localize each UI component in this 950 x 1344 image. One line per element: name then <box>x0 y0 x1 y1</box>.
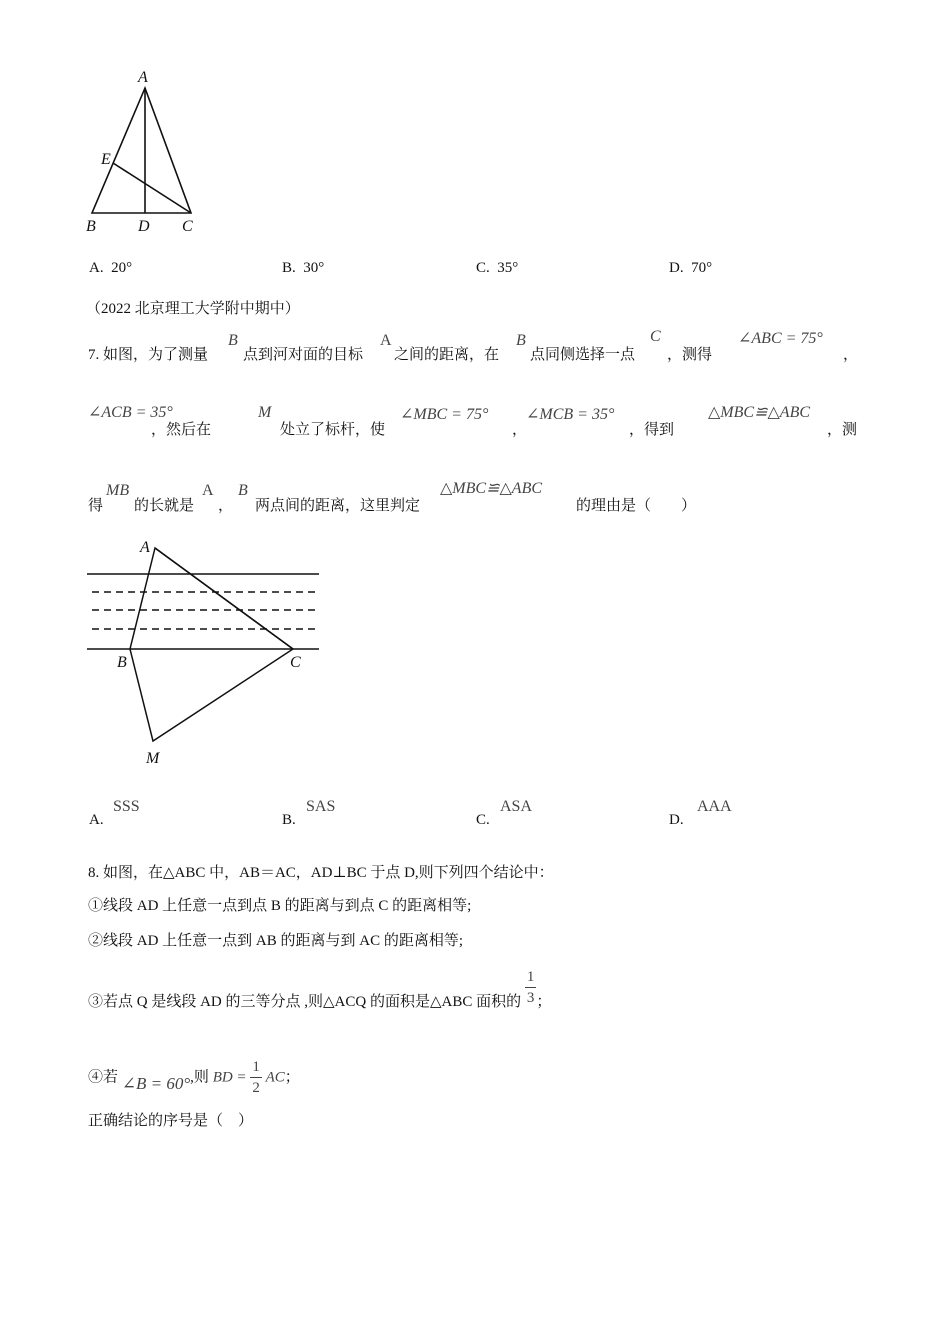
figure-river <box>80 530 330 770</box>
option-letter: D. <box>669 812 684 828</box>
q6-option-c[interactable] <box>476 260 518 277</box>
math-b: B <box>516 332 526 349</box>
option-letter: C. <box>476 812 490 828</box>
math-m: M <box>258 404 272 421</box>
q8-conclusion-1: ①线段 AD 上任意一点到点 B 的距离与到点 C 的距离相等; <box>88 898 472 914</box>
q7-text: 点同侧选择一点 <box>530 347 636 363</box>
q7-text: 之间的距离，在 <box>394 347 500 363</box>
option-value: 70° <box>691 260 713 276</box>
q8-stem: 8. 如图，在△ABC 中，AB＝AC，AD⊥BC 于点 D,则下列四个结论中： <box>88 865 554 881</box>
q7-text: 7. 如图，为了测量 <box>88 347 209 363</box>
q7-text: 的理由是（ ） <box>576 498 697 514</box>
q7-text: ， <box>218 498 234 514</box>
figure-triangle-abc <box>80 65 210 240</box>
q7-option-a[interactable] <box>89 798 140 829</box>
label-b: B <box>117 654 127 671</box>
option-letter: B. <box>282 812 296 828</box>
q7-text: 处立了标杆，使 <box>280 422 386 438</box>
q6-option-d[interactable] <box>669 260 712 277</box>
fraction-one-half <box>250 1060 262 1096</box>
option-value: 35° <box>497 260 519 276</box>
math-a: A <box>380 332 392 349</box>
option-letter: C. <box>476 260 490 276</box>
math-angle-mbc: ∠MBC = 75° <box>400 406 489 423</box>
q7-text: ，得到 <box>629 422 675 438</box>
math-angle-abc: ∠ABC = 75° <box>738 330 823 347</box>
math-angle-b: ∠B = 60° <box>121 1074 191 1094</box>
math-angle-acb: ∠ACB = 35° <box>88 404 173 421</box>
option-value: 30° <box>303 260 325 276</box>
label-e: E <box>101 151 111 168</box>
source-note: （2022 北京理工大学附中期中） <box>86 301 300 317</box>
q8-conclusion-3 <box>88 968 552 1011</box>
q7-option-c[interactable] <box>476 798 533 829</box>
denominator: 2 <box>252 1080 260 1096</box>
math-bd: BD = <box>212 1069 247 1086</box>
label-d: D <box>138 218 150 235</box>
q8-text: ③若点 Q 是线段 AD 的三等分点 ,则△ACQ 的面积是△ABC 面积的 <box>88 994 522 1010</box>
label-c: C <box>182 218 193 235</box>
q6-option-b[interactable] <box>282 260 324 277</box>
q7-text: 点到河对面的目标 <box>243 347 364 363</box>
label-m: M <box>146 750 160 767</box>
q7-text: 得 <box>88 498 104 514</box>
q7-option-d[interactable] <box>669 798 732 829</box>
denominator: 3 <box>526 989 535 1006</box>
option-letter: A. <box>89 260 104 276</box>
math-b: B <box>228 332 238 349</box>
option-letter: A. <box>89 812 104 828</box>
q8-text: ； <box>536 994 552 1010</box>
option-letter: B. <box>282 260 296 276</box>
q8-text: ,则 <box>190 1069 209 1086</box>
q8-text: ④若 <box>88 1069 119 1086</box>
q7-text: ， <box>843 347 859 363</box>
option-value: SSS <box>113 798 140 815</box>
numerator: 1 <box>525 970 537 988</box>
q7-text: ，然后在 <box>151 422 212 438</box>
q7-text: 两点间的距离，这里判定 <box>255 498 421 514</box>
math-a: A <box>202 482 214 499</box>
q8-conclusion-4 <box>88 1060 300 1096</box>
math-b: B <box>238 482 248 499</box>
q7-text: ，测 <box>827 422 858 438</box>
label-a: A <box>140 539 150 556</box>
q7-text: 的长就是 <box>134 498 195 514</box>
q8-text: ； <box>284 1069 300 1086</box>
math-mb: MB <box>106 482 130 499</box>
q6-option-a[interactable] <box>89 260 132 277</box>
q7-option-b[interactable] <box>282 798 336 829</box>
math-congruence: △MBC≌△ABC <box>440 480 543 497</box>
option-value: 20° <box>111 260 133 276</box>
math-angle-mcb: ∠MCB = 35° <box>526 406 615 423</box>
option-value: AAA <box>697 798 732 815</box>
q7-text: ， <box>512 422 528 438</box>
q8-conclusion-2: ②线段 AD 上任意一点到 AB 的距离与到 AC 的距离相等; <box>88 933 464 949</box>
math-ac: AC <box>265 1069 285 1086</box>
label-a: A <box>138 69 148 86</box>
numerator: 1 <box>250 1060 262 1078</box>
option-value: SAS <box>306 798 336 815</box>
q8-question: 正确结论的序号是（ ） <box>88 1113 254 1129</box>
label-b: B <box>86 218 96 235</box>
math-c: C <box>650 328 661 345</box>
q7-text: ，测得 <box>667 347 713 363</box>
fraction-one-third <box>525 970 537 1006</box>
math-congruence: △MBC≌△ABC <box>708 404 811 421</box>
option-value: ASA <box>500 798 533 815</box>
label-c: C <box>290 654 301 671</box>
option-letter: D. <box>669 260 684 276</box>
